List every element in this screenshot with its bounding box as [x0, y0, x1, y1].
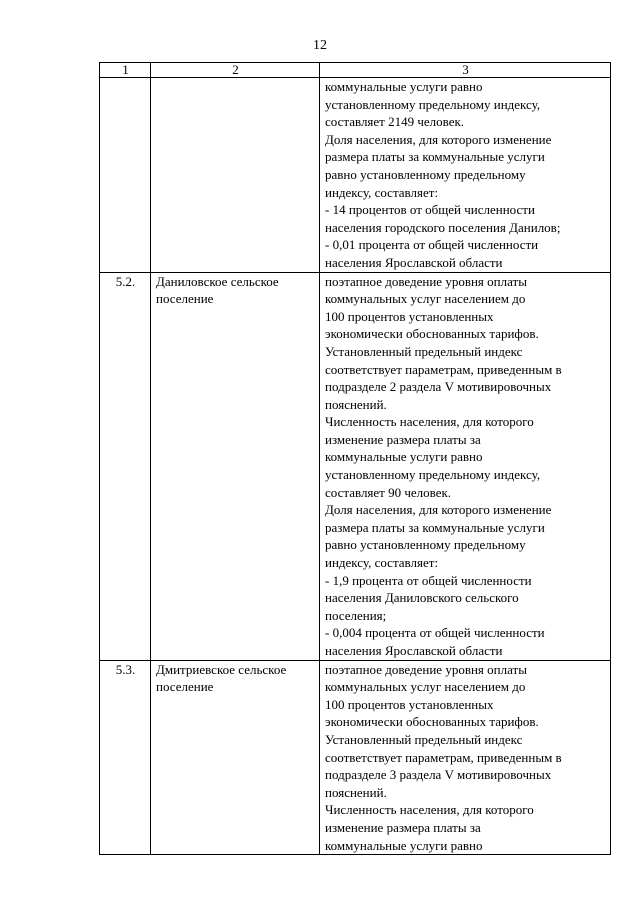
description-line: - 1,9 процента от общей численности [325, 572, 532, 588]
description-line: 100 процентов установленных [325, 308, 494, 324]
row-number-cell: 5.3. [100, 660, 151, 855]
column-header: 3 [320, 63, 611, 78]
settlement-name-line: Дмитриевское сельское [156, 661, 287, 677]
settlement-name-line: Даниловское сельское [156, 273, 279, 289]
description-line: пояснений. [325, 396, 387, 412]
description-line: - 0,004 процента от общей численности [325, 625, 545, 641]
description-line: изменение размера платы за [325, 819, 481, 835]
page-number: 12 [313, 38, 327, 53]
table-row [100, 272, 611, 660]
description-line: экономически обоснованных тарифов. [325, 326, 539, 342]
description-cell [320, 78, 611, 273]
description-line: Численность населения, для которого [325, 414, 534, 430]
description-line: Доля населения, для которого изменение [325, 502, 552, 518]
description-line: населения Ярославской области [325, 254, 503, 270]
row-number-cell [100, 78, 151, 273]
description-line: пояснений. [325, 784, 387, 800]
description-line: поселения; [325, 607, 387, 623]
description-cell [320, 272, 611, 660]
description-line: экономически обоснованных тарифов. [325, 714, 539, 730]
table-header-row [100, 63, 611, 78]
description-line: коммунальных услуг населением до [325, 291, 526, 307]
description-line: Численность населения, для которого [325, 802, 534, 818]
settlement-name-line: поселение [156, 291, 214, 307]
description-line: - 0,01 процента от общей численности [325, 237, 539, 253]
description-line: населения Ярославской области [325, 643, 503, 658]
description-line: Доля населения, для которого изменение [325, 131, 552, 147]
description-line: коммунальные услуги равно [325, 79, 483, 94]
description-line: установленному предельному индексу, [325, 96, 541, 112]
description-line: подразделе 3 раздела V мотивировочных [325, 767, 552, 783]
settlement-name-line: поселение [156, 679, 214, 695]
description-line: индексу, составляет: [325, 555, 439, 571]
settlement-name-cell [151, 272, 320, 660]
description-cell [320, 660, 611, 855]
description-line: равно установленному предельному [325, 166, 526, 182]
description-line: составляет 2149 человек. [325, 114, 465, 130]
settlement-name-cell [151, 78, 320, 273]
description-line: Установленный предельный индекс [325, 731, 523, 747]
description-line: соответствует параметрам, приведенным в [325, 361, 562, 377]
description-line: установленному предельному индексу, [325, 467, 541, 483]
row-number-cell: 5.2. [100, 272, 151, 660]
description-line: коммунальные услуги равно [325, 837, 483, 853]
description-line: поэтапное доведение уровня оплаты [325, 661, 527, 677]
column-header: 2 [151, 63, 320, 78]
description-line: подразделе 2 раздела V мотивировочных [325, 379, 552, 395]
description-line: индексу, составляет: [325, 184, 439, 200]
description-line: коммунальные услуги равно [325, 449, 483, 465]
description-line: изменение размера платы за [325, 431, 481, 447]
description-line: соответствует параметрам, приведенным в [325, 749, 562, 765]
column-header: 1 [100, 63, 151, 78]
description-line: - 14 процентов от общей численности [325, 202, 535, 218]
description-line: коммунальных услуг населением до [325, 679, 526, 695]
description-line: 100 процентов установленных [325, 696, 494, 712]
description-line: составляет 90 человек. [325, 484, 452, 500]
description-line: населения Даниловского сельского [325, 590, 519, 606]
settlement-name-cell [151, 660, 320, 855]
description-line: равно установленному предельному [325, 537, 526, 553]
description-line: размера платы за коммунальные услуги [325, 519, 545, 535]
document-table [99, 62, 611, 855]
table-row [100, 78, 611, 273]
description-line: размера платы за коммунальные услуги [325, 149, 545, 165]
description-line: Установленный предельный индекс [325, 343, 523, 359]
table-row [100, 660, 611, 855]
description-line: населения городского поселения Данилов; [325, 219, 561, 235]
description-line: поэтапное доведение уровня оплаты [325, 273, 527, 289]
